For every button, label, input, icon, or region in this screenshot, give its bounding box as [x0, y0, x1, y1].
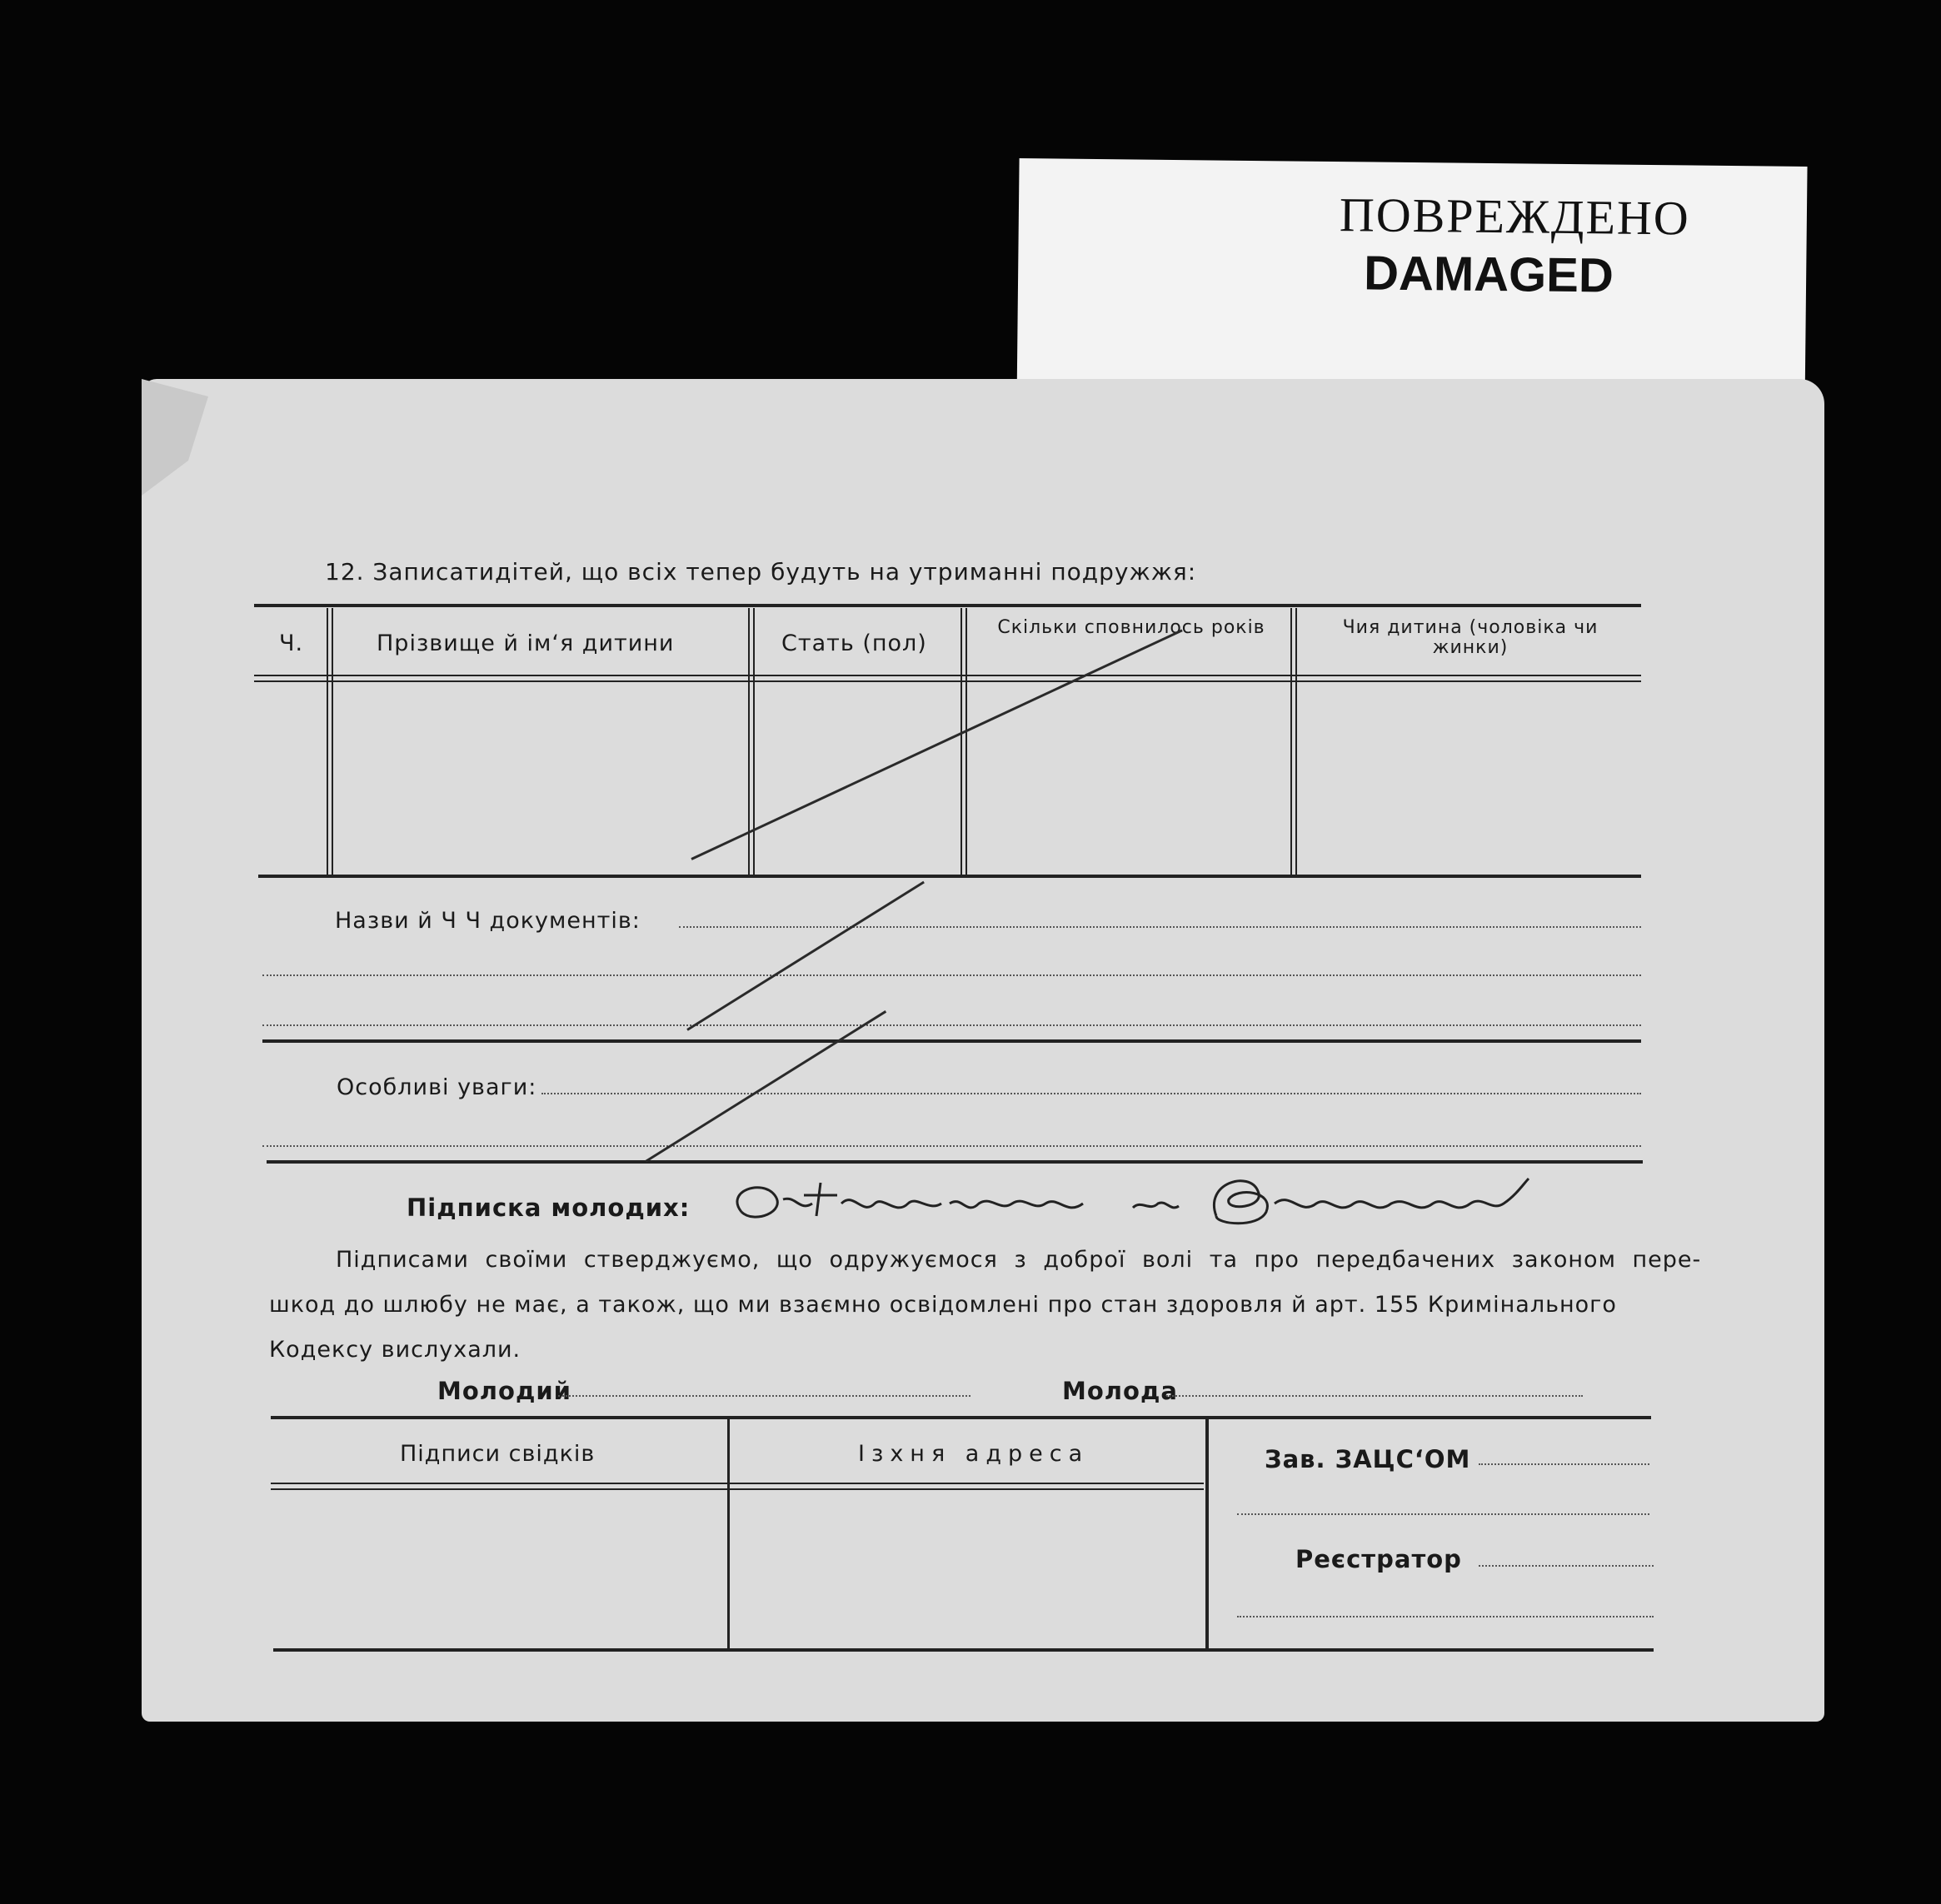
documents-bottom-rule [262, 1039, 1641, 1043]
subscription-handwriting [716, 1166, 1558, 1241]
registrar-label: Реєстратор [1295, 1545, 1462, 1573]
remarks-bottom-rule [267, 1160, 1643, 1164]
col-divider-3b [966, 608, 967, 875]
subscription-label: Підписка молодих: [407, 1194, 691, 1222]
table-header-rule-2 [254, 680, 1641, 682]
folded-corner [142, 379, 208, 496]
declaration-line-3: Кодексу вислухали. [269, 1337, 521, 1363]
damaged-label-en: DAMAGED [1363, 246, 1614, 303]
col-divider-4b [1295, 608, 1297, 875]
witnesses-header-rule-1 [271, 1483, 1204, 1484]
col-header-name: Прізвище й ім‘я дитини [377, 631, 675, 656]
col-header-whose-child: Чия дитина (чоловіка чи жинки) [1342, 617, 1599, 658]
col-header-age: Скільки сповнилось років [997, 617, 1265, 638]
bride-label: Молода [1062, 1377, 1178, 1405]
documents-line-3 [262, 1024, 1641, 1026]
col-header-number: Ч. [279, 631, 304, 656]
table-top-rule [254, 604, 1641, 607]
damaged-label-card [1016, 158, 1807, 416]
col-divider-2b [753, 608, 755, 875]
witnesses-top-rule [271, 1416, 1651, 1419]
form-sheet [142, 379, 1824, 1722]
head-official-line-2 [1237, 1513, 1649, 1515]
witness-col-divider [727, 1419, 730, 1648]
col-divider-2a [748, 608, 750, 875]
documents-line-2 [262, 974, 1641, 976]
strike-line-table [691, 629, 1182, 860]
bride-signature-line [1166, 1395, 1583, 1397]
col-divider-3a [961, 608, 962, 875]
groom-label: Молодий [437, 1377, 572, 1405]
head-official-label: Зав. ЗАЦС‘ОМ [1265, 1445, 1471, 1473]
witness-address-label: Ізхня адреса [858, 1441, 1090, 1467]
officials-col-divider [1205, 1419, 1209, 1648]
remarks-line-2 [262, 1145, 1641, 1147]
strike-line-documents [686, 881, 925, 1031]
registrar-line-2 [1237, 1616, 1654, 1617]
strike-line-remarks [645, 1010, 886, 1163]
damaged-label-ru: ПОВРЕЖДЕНО [1339, 187, 1691, 246]
form-bottom-rule [273, 1648, 1654, 1652]
declaration-line-1: Підписами своїми стверджуємо, що одружуємося з доброї волі та про передбачених законом пере- [336, 1247, 1702, 1273]
remarks-label: Особливі уваги: [337, 1074, 537, 1100]
col-divider-4a [1290, 608, 1292, 875]
registrar-line-1 [1479, 1565, 1654, 1567]
col-header-sex: Стать (пол) [781, 631, 927, 656]
groom-signature-line [558, 1395, 970, 1397]
documents-label: Назви й Ч Ч документів: [335, 908, 641, 934]
witness-signatures-label: Підписи свідків [400, 1441, 596, 1467]
section-12-title: 12. Записатидітей, що всіх тепер будуть на утриманні подружжя: [325, 558, 1197, 586]
col-divider-1a [327, 608, 328, 875]
col-divider-1b [332, 608, 333, 875]
table-bottom-rule [258, 875, 1641, 878]
head-official-line-1 [1479, 1463, 1649, 1465]
table-header-rule-1 [254, 675, 1641, 676]
witnesses-header-rule-2 [271, 1488, 1204, 1490]
remarks-line-1 [541, 1093, 1641, 1094]
declaration-line-2: шкод до шлюбу не має, а також, що ми взаємно освідомлені про стан здоровля й арт. 155 Кримінального [269, 1292, 1617, 1318]
documents-line-1 [679, 926, 1641, 928]
